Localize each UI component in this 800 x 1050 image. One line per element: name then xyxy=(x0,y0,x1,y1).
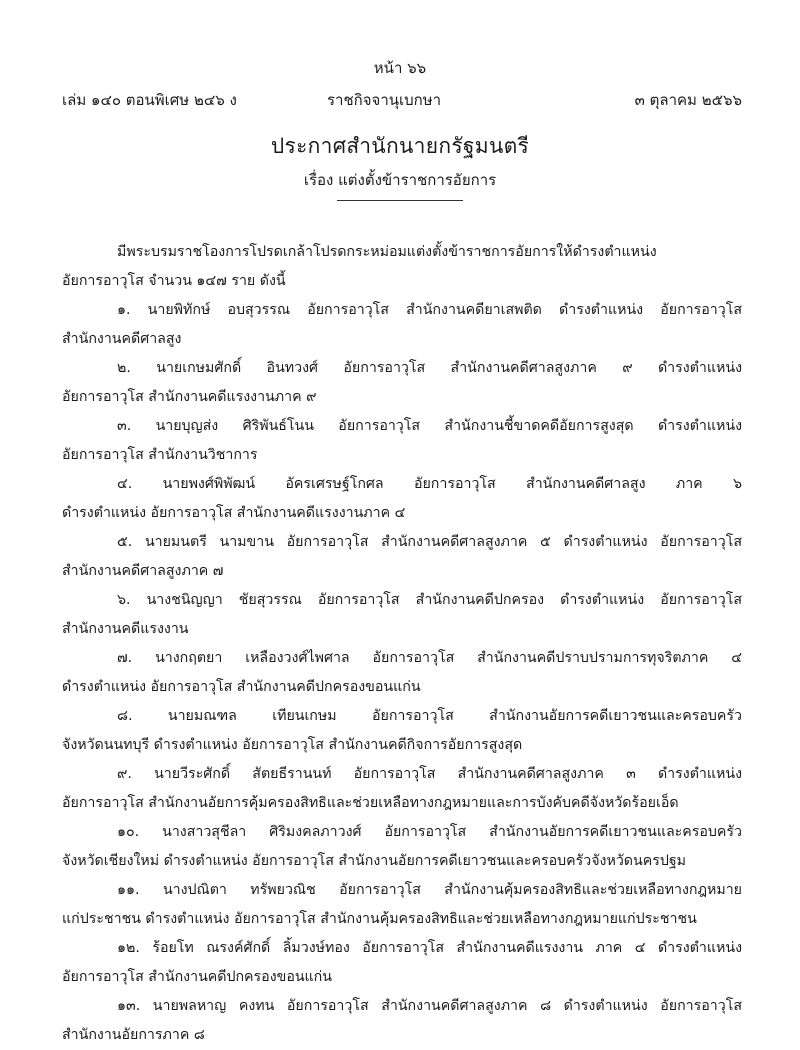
body-line: ๔. นายพงศ์พิพัฒน์ อัครเศรษฐ์โกศล อัยการอาวุโส สำนักงานคดีศาลสูง ภาค ๖ xyxy=(117,476,742,492)
body-line: สำนักงานคดีศาลสูงภาค ๗ xyxy=(62,563,224,579)
body-line: ๑๑. นางปณิตา ทรัพยวณิช อัยการอาวุโส สำนักงานคุ้มครองสิทธิและช่วยเหลือทางกฎหมาย xyxy=(117,882,742,898)
body-line: ๙. นายวีระศักดิ์ สัตยธีรานนท์ อัยการอาวุโส สำนักงานคดีศาลสูงภาค ๓ ดำรงตำแหน่ง xyxy=(117,766,742,782)
body-line: มีพระบรมราชโองการโปรดเกล้าโปรดกระหม่อมแต่งตั้งข้าราชการอัยการให้ดำรงตำแหน่ง xyxy=(117,244,657,260)
body-line: ๑. นายพิทักษ์ อบสุวรรณ อัยการอาวุโส สำนักงานคดียาเสพติด ดำรงตำแหน่ง อัยการอาวุโส xyxy=(117,302,742,318)
volume-issue: เล่ม ๑๔๐ ตอนพิเศษ ๒๔๖ ง xyxy=(62,91,237,109)
gazette-header xyxy=(62,88,742,108)
title-divider xyxy=(337,200,463,201)
body-line: ๗. นางกฤตยา เหลืองวงศ์ไพศาล อัยการอาวุโส สำนักงานคดีปราบปรามการทุจริตภาค ๔ xyxy=(117,650,742,666)
body-line: สำนักงานคดีศาลสูง xyxy=(62,331,182,347)
body-line: ๑๐. นางสาวสุชีลา ศิริมงคลภาวงศ์ อัยการอาวุโส สำนักงานอัยการคดีเยาวชนและครอบครัว xyxy=(117,824,742,840)
body-line: อัยการอาวุโส จำนวน ๑๔๗ ราย ดังนี้ xyxy=(62,273,286,289)
body-line: ๖. นางชนิญญา ชัยสุวรรณ อัยการอาวุโส สำนักงานคดีปกครอง ดำรงตำแหน่ง อัยการอาวุโส xyxy=(117,592,742,608)
body-line: สำนักงานอัยการภาค ๘ xyxy=(62,1027,205,1043)
body-line: อัยการอาวุโส สำนักงานคดีแรงงานภาค ๙ xyxy=(62,389,317,405)
gazette-name: ราชกิจจานุเบกษา xyxy=(327,91,442,109)
body-line: จังหวัดนนทบุรี ดำรงตำแหน่ง อัยการอาวุโส สำนักงานคดีกิจการอัยการสูงสุด xyxy=(62,737,523,753)
body-line: ดำรงตำแหน่ง อัยการอาวุโส สำนักงานคดีปกครองขอนแก่น xyxy=(62,679,421,695)
body-line: ๑๓. นายพลหาญ คงทน อัยการอาวุโส สำนักงานคดีศาลสูงภาค ๘ ดำรงตำแหน่ง อัยการอาวุโส xyxy=(117,998,742,1014)
body-line: ๘. นายมณฑล เทียนเกษม อัยการอาวุโส สำนักงานอัยการคดีเยาวชนและครอบครัว xyxy=(117,708,742,724)
body-line: สำนักงานคดีแรงงาน xyxy=(62,621,189,637)
announcement-title: ประกาศสำนักนายกรัฐมนตรี xyxy=(270,134,530,158)
announcement-subject: เรื่อง แต่งตั้งข้าราชการอัยการ xyxy=(303,171,497,189)
body-line: ดำรงตำแหน่ง อัยการอาวุโส สำนักงานคดีแรงงานภาค ๔ xyxy=(62,505,406,521)
publication-date: ๓ ตุลาคม ๒๕๖๖ xyxy=(634,91,742,109)
body-line: ๕. นายมนตรี นามขาน อัยการอาวุโส สำนักงานคดีศาลสูงภาค ๕ ดำรงตำแหน่ง อัยการอาวุโส xyxy=(117,534,742,550)
announcement-body xyxy=(62,238,742,1050)
body-line: อัยการอาวุโส สำนักงานอัยการคุ้มครองสิทธิและช่วยเหลือทางกฎหมายและการบังคับคดีจังหวัดร้อยเอ็ด xyxy=(62,795,679,811)
body-line: อัยการอาวุโส สำนักงานวิชาการ xyxy=(62,447,258,463)
page-number: หน้า ๖๖ xyxy=(373,59,427,77)
body-line: ๓. นายบุญส่ง ศิริพันธ์โนน อัยการอาวุโส สำนักงานชี้ขาดคดีอัยการสูงสุด ดำรงตำแหน่ง xyxy=(117,418,742,434)
body-line: แก่ประชาชน ดำรงตำแหน่ง อัยการอาวุโส สำนักงานคุ้มครองสิทธิและช่วยเหลือทางกฎหมายแก่ประชาชน xyxy=(62,911,697,927)
body-line: อัยการอาวุโส สำนักงานคดีปกครองขอนแก่น xyxy=(62,969,332,985)
body-line: ๒. นายเกษมศักดิ์ อินทวงศ์ อัยการอาวุโส สำนักงานคดีศาลสูงภาค ๙ ดำรงตำแหน่ง xyxy=(117,360,742,376)
body-line: ๑๒. ร้อยโท ณรงค์ศักดิ์ ลิ้มวงษ์ทอง อัยการอาวุโส สำนักงานคดีแรงงาน ภาค ๔ ดำรงตำแหน่ง xyxy=(117,940,742,956)
body-line: จังหวัดเชียงใหม่ ดำรงตำแหน่ง อัยการอาวุโส สำนักงานอัยการคดีเยาวชนและครอบครัวจังหวัดนครปฐม xyxy=(62,853,687,869)
